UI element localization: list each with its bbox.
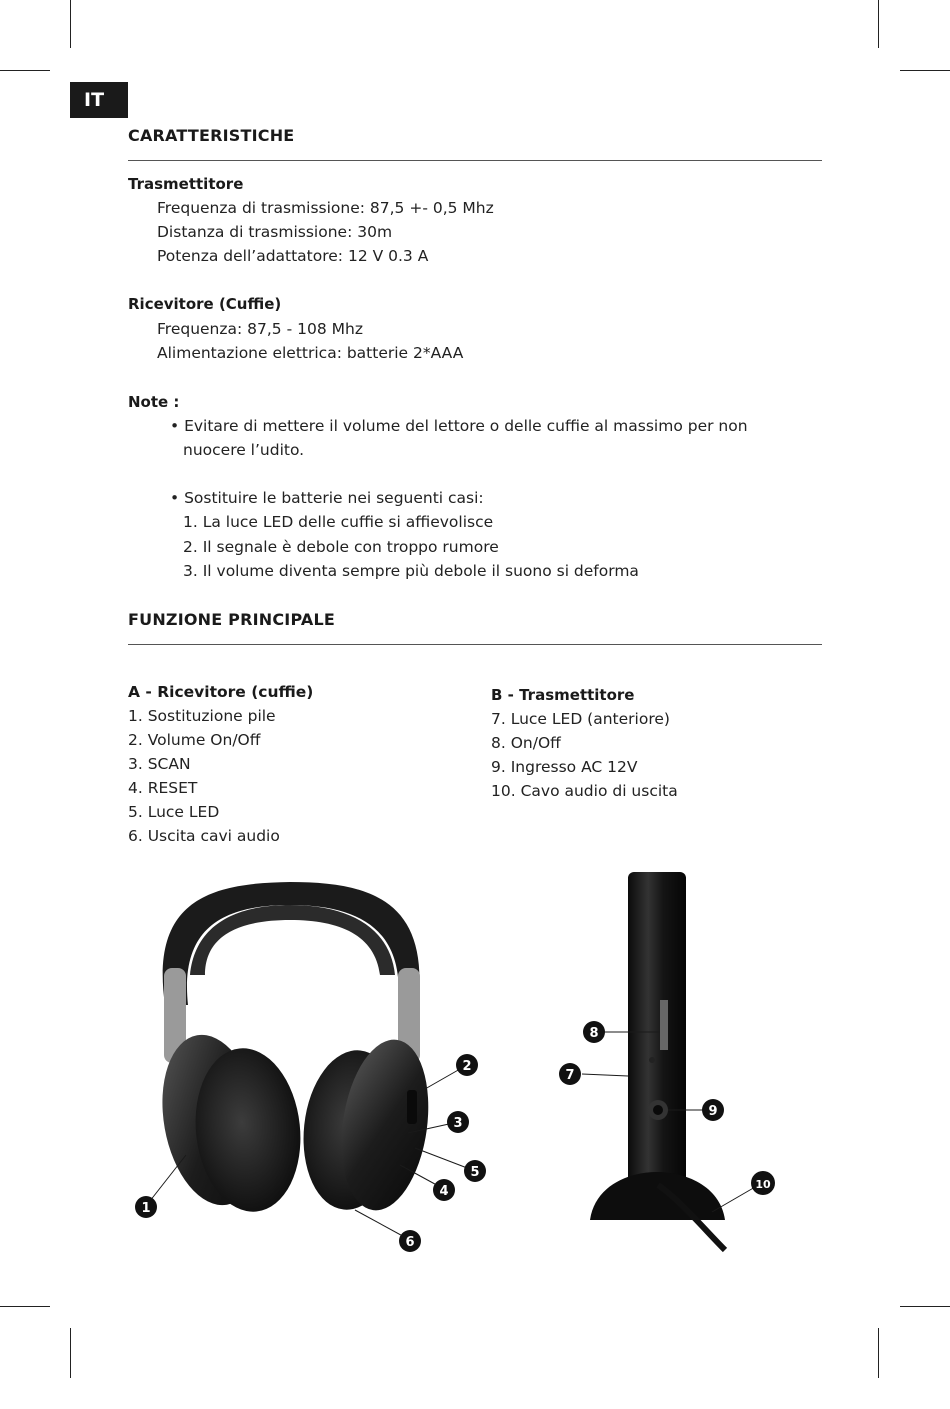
receiver-part-item: 1. Sostituzione pile <box>128 707 276 725</box>
callout-10 <box>751 1171 775 1195</box>
transmitter-part-item: 8. On/Off <box>491 734 561 752</box>
callout-9 <box>702 1099 724 1121</box>
receiver-part-item: 5. Luce LED <box>128 803 220 821</box>
transmitter-part-item: 9. Ingresso AC 12V <box>491 758 638 776</box>
callout-number: 6 <box>405 1235 415 1250</box>
transmitter-spec-title: Trasmettitore <box>128 175 244 193</box>
receiver-part-item: 4. RESET <box>128 779 198 797</box>
callout-number: 3 <box>453 1116 463 1131</box>
callout-number: 10 <box>755 1178 771 1191</box>
main-function-title: FUNZIONE PRINCIPALE <box>128 610 336 629</box>
section-divider <box>128 160 822 161</box>
transmitter-part-item: 10. Cavo audio di uscita <box>491 782 678 800</box>
transmitter-image <box>590 872 725 1250</box>
crop-mark <box>0 1306 50 1307</box>
callout-7 <box>559 1063 581 1085</box>
section-divider <box>128 644 822 645</box>
crop-mark <box>0 70 50 71</box>
transmitter-spec-line: Distanza di trasmissione: 30m <box>157 223 393 241</box>
receiver-part-item: 3. SCAN <box>128 755 191 773</box>
receiver-spec-title: Ricevitore (Cuffie) <box>128 295 282 313</box>
callout-5 <box>464 1160 486 1182</box>
transmitter-part-item: 7. Luce LED (anteriore) <box>491 710 670 728</box>
receiver-parts-title: A - Ricevitore (cuffie) <box>128 683 314 701</box>
receiver-spec-line: Frequenza: 87,5 - 108 Mhz <box>157 320 363 338</box>
callout-number: 4 <box>439 1184 449 1199</box>
note-list-item: 2. Il segnale è debole con troppo rumore <box>183 538 499 556</box>
callout-4 <box>433 1179 455 1201</box>
transmitter-base <box>590 1172 725 1220</box>
callout-number: 1 <box>141 1201 151 1216</box>
receiver-spec-line: Alimentazione elettrica: batterie 2*AAA <box>157 344 464 362</box>
note-bullet: • Evitare di mettere il volume del lettore o delle cuffie al massimo per non <box>170 417 748 435</box>
headphones-image <box>150 882 439 1217</box>
callout-number: 8 <box>589 1026 599 1041</box>
transmitter-spec-line: Potenza dell’adattatore: 12 V 0.3 A <box>157 247 429 265</box>
notes-title: Note : <box>128 393 180 411</box>
crop-mark <box>900 1306 950 1307</box>
receiver-part-item: 2. Volume On/Off <box>128 731 261 749</box>
features-title: CARATTERISTICHE <box>128 126 295 145</box>
crop-mark <box>878 0 879 48</box>
crop-mark <box>878 1328 879 1378</box>
receiver-part-item: 6. Uscita cavi audio <box>128 827 280 845</box>
callout-number: 5 <box>470 1165 480 1180</box>
crop-mark <box>900 70 950 71</box>
note-list-item: 1. La luce LED delle cuffie si affievolisce <box>183 513 494 531</box>
note-list-item: 3. Il volume diventa sempre più debole il suono si deforma <box>183 562 639 580</box>
language-badge: IT <box>70 82 128 118</box>
note-bullet-continued: nuocere l’udito. <box>183 441 305 459</box>
callout-number: 9 <box>708 1104 718 1119</box>
note-bullet: • Sostituire le batterie nei seguenti casi: <box>170 489 484 507</box>
callout-number: 2 <box>462 1059 472 1074</box>
transmitter-parts-title: B - Trasmettitore <box>491 686 635 704</box>
product-diagram <box>0 860 950 1280</box>
crop-mark <box>70 1328 71 1378</box>
crop-mark <box>70 0 71 48</box>
callout-8 <box>583 1021 605 1043</box>
callout-6 <box>399 1230 421 1252</box>
callout-2 <box>456 1054 478 1076</box>
callout-number: 7 <box>565 1068 575 1083</box>
transmitter-spec-line: Frequenza di trasmissione: 87,5 +- 0,5 Mhz <box>157 199 494 217</box>
callout-3 <box>447 1111 469 1133</box>
callout-1 <box>135 1196 157 1218</box>
